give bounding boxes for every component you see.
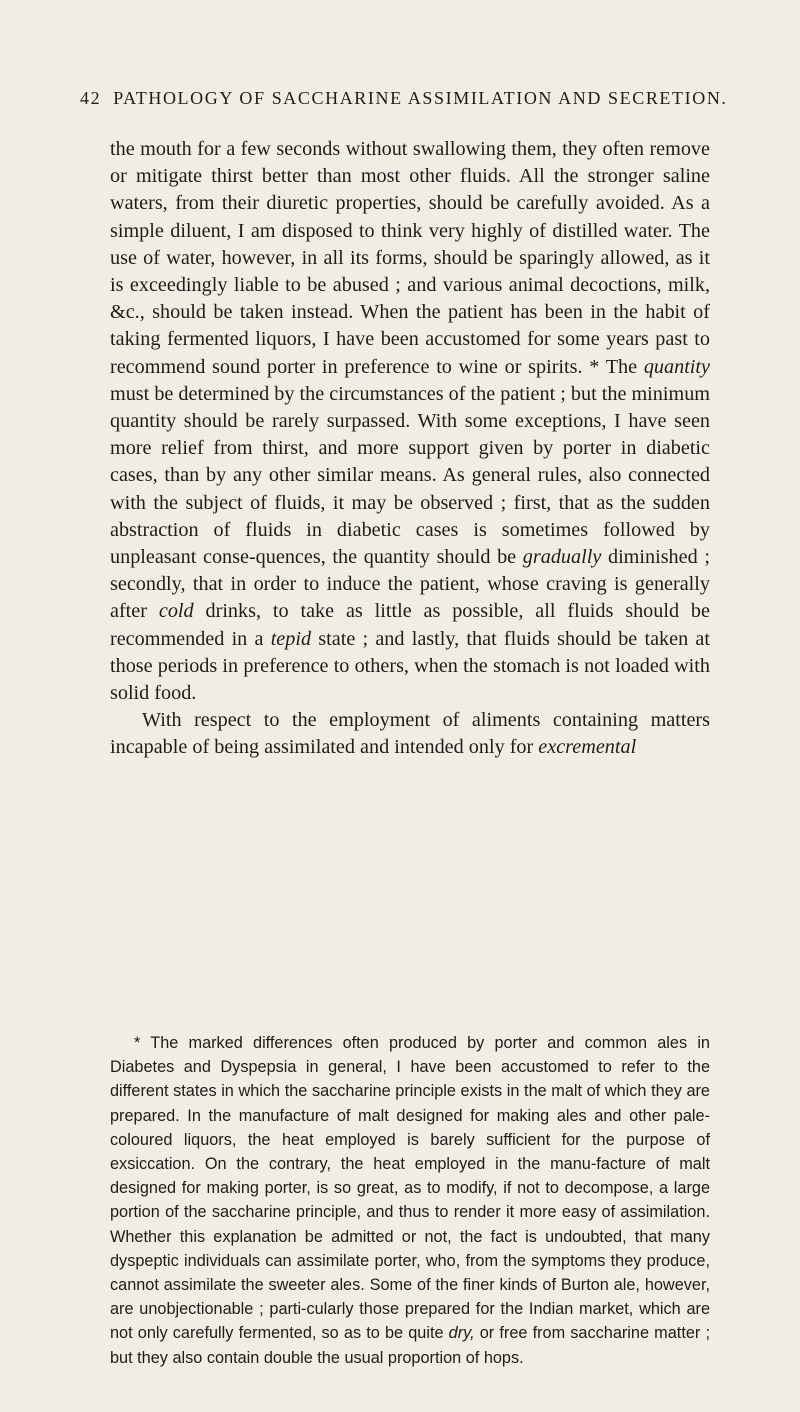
running-head	[80, 88, 728, 109]
emphasis-excremental: excremental	[538, 736, 637, 759]
emphasis-quantity: quantity	[643, 355, 710, 378]
running-title: PATHOLOGY OF SACCHARINE ASSIMILATION AND SECRETION.	[113, 88, 728, 108]
emphasis-dry: dry,	[448, 1324, 475, 1343]
emphasis-gradually: gradually	[522, 546, 602, 569]
text-run: state ; and lastly, that fluids should be taken at those periods in preference to others, when the stomach is not loaded with solid food.	[110, 627, 710, 705]
text-run: must be determined by the circumstances of the patient ; but the minimum quantity should be rarely surpassed. With some exceptions, I have seen more relief from thirst, and more support given by porter in diabetic cases, than by any other similar means. As general rules, also connected with the subject of fluids, it may be observed ; first, that as the sudden abstraction of fluids in diabetic cases is sometimes followed by unpleasant conse-quences, the quantity should be	[110, 382, 710, 569]
paragraph-continued	[110, 136, 710, 707]
text-run: or free from saccharine matter ; but they also contain double the usual proportion of hops.	[110, 1324, 710, 1367]
main-text	[110, 136, 710, 762]
emphasis-cold: cold	[158, 600, 194, 623]
text-run: drinks, to take as little as possible, all fluids should be recommended in a	[110, 600, 710, 650]
text-run: diminished ; secondly, that in order to induce the patient, whose craving is generally after	[110, 546, 710, 623]
text-run: * The marked differences often produced by porter and common ales in Diabetes and Dyspepsia in general, I have been accustomed to refer to the different states in which the saccharine principle exists in the malt of which they are prepared. In the manufacture of malt designed for making ales and other pale-coloured liquors, the heat employed is barely sufficient for the purpose of exsiccation. On the contrary, the heat employed in the manu-facture of malt designed for making porter, is so great, as to modify, if not to decompose, a large portion of the saccharine principle, and thus to render it more easy of assimilation. Whether this explanation be admitted or not, the fact is undoubted, that many dyspeptic individuals can assimilate porter, who, from the symptoms they produce, cannot assimilate the sweeter ales. Some of the finer kinds of Burton ale, however, are unobjectionable ; parti-cularly those prepared for the Indian market, which are not only carefully fermented, so as to be quite	[110, 1034, 710, 1343]
paragraph-aliments	[110, 707, 710, 761]
text-run: With respect to the employment of aliments containing matters incapable of being assimilated and intended only for	[110, 709, 710, 759]
footnote-paragraph	[110, 1031, 710, 1370]
text-run: the mouth for a few seconds without swallowing them, they often remove or mitigate thirst better than most other fluids. All the stronger saline waters, from their diuretic properties, should be carefully avoided. As a simple diluent, I am disposed to think very highly of distilled water. The use of water, however, in all its forms, should be sparingly allowed, as it is exceedingly liable to be abused ; and various animal decoctions, milk, &c., should be taken instead. When the patient has been in the habit of taking fermented liquors, I have been accustomed for some years past to recommend sound porter in preference to wine or spirits. * The	[110, 138, 710, 378]
emphasis-tepid: tepid	[270, 627, 312, 650]
page-number: 42	[80, 88, 102, 108]
footnote	[110, 1031, 710, 1370]
